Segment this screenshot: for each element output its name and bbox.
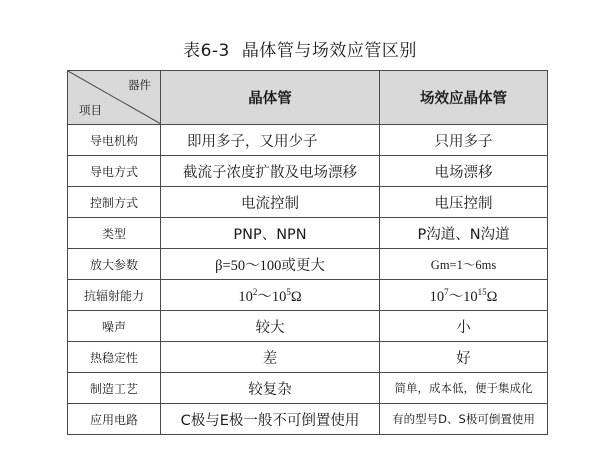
table-row <box>68 187 548 218</box>
table-row <box>68 311 548 342</box>
transistor-range-base-a: 10 <box>238 288 253 305</box>
row-item-label: 放大参数 <box>68 249 161 280</box>
fet-value: 电场漂移 <box>380 156 548 187</box>
transistor-value: 较大 <box>161 311 380 342</box>
fet-range-base-a: 10 <box>429 288 445 305</box>
table-row <box>68 249 548 280</box>
column-header-transistor: 晶体管 <box>161 71 380 125</box>
fet-value: 好 <box>380 342 548 373</box>
row-item-label: 热稳定性 <box>68 342 161 373</box>
row-item-label: 导电方式 <box>68 156 161 187</box>
transistor-value: 截流子浓度扩散及电场漂移 <box>161 156 380 187</box>
fet-value: 有的型号D、S极可倒置使用 <box>380 404 548 435</box>
fet-value: 小 <box>380 311 548 342</box>
transistor-value: 电流控制 <box>161 187 380 218</box>
transistor-value: PNP、NPN <box>161 218 380 249</box>
table-row <box>68 404 548 435</box>
fet-value: Gm=1～6ms <box>380 249 548 280</box>
table-row <box>68 156 548 187</box>
header-row <box>68 71 548 125</box>
table-title-text: 晶体管与场效应管区别 <box>241 41 417 61</box>
fet-value: 只用多子 <box>380 125 548 156</box>
row-item-label: 控制方式 <box>68 187 161 218</box>
transistor-range-exp-a: 2 <box>252 286 258 297</box>
fet-range-unit: Ω <box>486 288 498 305</box>
corner-header-cell <box>68 71 161 125</box>
transistor-value: β=50～100或更大 <box>161 249 380 280</box>
transistor-range-mid: ～10 <box>257 288 287 305</box>
table-row <box>68 280 548 311</box>
fet-value: P沟道、N沟道 <box>380 218 548 249</box>
table-row <box>68 218 548 249</box>
table-row <box>68 373 548 404</box>
row-item-label: 抗辐射能力 <box>68 280 161 311</box>
transistor-range-exp-b: 5 <box>286 286 291 297</box>
transistor-value: C极与E极一般不可倒置使用 <box>161 404 380 435</box>
table-row <box>68 342 548 373</box>
fet-range-exp-a: 7 <box>444 286 449 297</box>
comparison-table <box>67 70 548 435</box>
table-number: 表6-3 <box>183 41 230 61</box>
transistor-value <box>161 280 380 311</box>
transistor-value: 较复杂 <box>161 373 380 404</box>
row-item-label: 噪声 <box>68 311 161 342</box>
fet-value: 简单，成本低，便于集成化 <box>380 373 548 404</box>
corner-label-item: 项目 <box>79 103 102 117</box>
row-item-label: 类型 <box>68 218 161 249</box>
fet-value <box>380 280 548 311</box>
row-item-label: 应用电路 <box>68 404 161 435</box>
row-item-label: 制造工艺 <box>68 373 161 404</box>
transistor-range-unit: Ω <box>290 288 302 305</box>
fet-range-exp-b: 15 <box>477 286 487 297</box>
fet-value: 电压控制 <box>380 187 548 218</box>
column-header-fet: 场效应晶体管 <box>380 71 548 125</box>
table-title <box>0 36 600 61</box>
transistor-value: 即用多子，又用少子 <box>161 125 380 156</box>
transistor-value: 差 <box>161 342 380 373</box>
fet-range-mid: ～10 <box>448 288 478 305</box>
row-item-label: 导电机构 <box>68 125 161 156</box>
table-row <box>68 125 548 156</box>
corner-label-device: 器件 <box>128 78 151 92</box>
